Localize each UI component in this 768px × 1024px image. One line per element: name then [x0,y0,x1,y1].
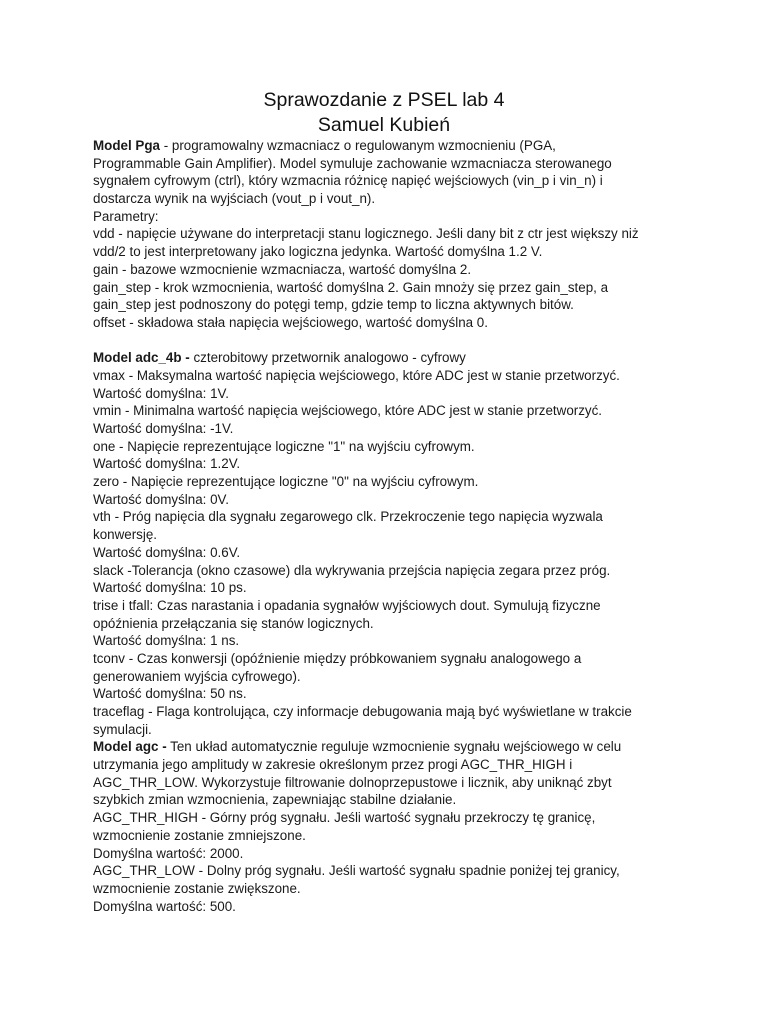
text-line [93,172,683,190]
text-line [93,650,683,668]
line-text: utrzymania jego amplitudy w zakresie określonym przez progi AGC_THR_HIGH i [93,757,573,773]
line-text: AGC_THR_LOW - Dolny próg sygnału. Jeśli wartość sygnału spadnie poniżej tej granicy, [93,863,620,879]
text-line [93,438,683,456]
text-line [93,367,683,385]
text-line [93,225,683,243]
line-text: konwersję. [93,527,158,543]
text-line [93,845,683,863]
document-body [93,137,683,915]
line-text: Wartość domyślna: 1.2V. [93,456,241,472]
line-text: vmin - Minimalna wartość napięcia wejściowego, które ADC jest w stanie przetworzyć. [93,403,603,419]
text-line [93,208,683,226]
line-text: wzmocnienie zostanie zmniejszone. [93,827,306,843]
text-line [93,685,683,703]
text-line [93,562,683,580]
line-text: Programmable Gain Amplifier). Model symuluje zachowanie wzmacniacza sterowanego [93,155,612,171]
line-text: AGC_THR_HIGH - Górny próg sygnału. Jeśli wartość sygnału przekroczy tę granicę, [93,810,596,826]
line-text: dostarcza wynik na wyjściach (vout_p i vout_n). [93,191,376,207]
text-line [93,155,683,173]
text-line [93,420,683,438]
text-line [93,190,683,208]
line-text: Parametry: [93,208,159,224]
text-line [93,349,683,367]
text-line [93,473,683,491]
section-heading: Model agc - [93,739,167,755]
document-author: Samuel Kubień [317,114,451,136]
text-line [93,544,683,562]
text-line [93,261,683,279]
text-line [93,314,683,332]
line-text: Wartość domyślna: 1V. [93,385,229,401]
line-text: Wartość domyślna: 1 ns. [93,633,240,649]
line-text: vdd/2 to jest interpretowany jako logiczna jedynka. Wartość domyślna 1.2 V. [93,244,543,260]
line-text: Wartość domyślna: 0.6V. [93,544,241,560]
line-text: Wartość domyślna: 10 ps. [93,580,247,596]
line-text: gain - bazowe wzmocnienie wzmacniacza, wartość domyślna 2. [93,261,472,277]
text-line [93,279,683,297]
text-line [93,791,683,809]
text-line [93,774,683,792]
text-line [93,809,683,827]
line-text: sygnałem cyfrowym (ctrl), który wzmacnia różnicę napięć wejściowych (vin_p i vin_n) i [93,173,603,189]
text-line [93,756,683,774]
line-text: slack -Tolerancja (okno czasowe) dla wykrywania przejścia napięcia zegara przez próg. [93,562,611,578]
text-line [93,597,683,615]
text-line [93,738,683,756]
text-line [93,455,683,473]
text-line [93,137,683,155]
line-text: offset - składowa stała napięcia wejściowego, wartość domyślna 0. [93,314,488,330]
text-line [93,296,683,314]
line-text: wzmocnienie zostanie zwiększone. [93,880,301,896]
line-text: Domyślna wartość: 500. [93,898,236,914]
text-line [93,491,683,509]
text-line [93,898,683,916]
line-text: generowaniem wyjścia cyfrowego). [93,668,301,684]
text-line [93,721,683,739]
text-line [93,402,683,420]
text-line [93,615,683,633]
line-text: vmax - Maksymalna wartość napięcia wejściowego, które ADC jest w stanie przetworzyć. [93,367,620,383]
text-line [93,385,683,403]
text-line [93,243,683,261]
line-text: czterobitowy przetwornik analogowo - cyfrowy [189,350,466,366]
line-text: gain_step jest podnoszony do potęgi temp, gdzie temp to liczna aktywnych bitów. [93,297,574,313]
line-text: Wartość domyślna: 0V. [93,491,229,507]
text-line [93,579,683,597]
line-text: zero - Napięcie reprezentujące logiczne "0" na wyjściu cyfrowym. [93,474,479,490]
line-text: trise i tfall: Czas narastania i opadania sygnałów wyjściowych dout. Symulują fizyczne [93,597,601,613]
line-text: tconv - Czas konwersji (opóźnienie między próbkowaniem sygnału analogowego a [93,650,582,666]
text-line [93,827,683,845]
text-line [93,332,683,350]
line-text: vth - Próg napięcia dla sygnału zegarowego clk. Przekroczenie tego napięcia wyzwala [93,509,603,525]
text-line [93,703,683,721]
section-heading: Model Pga [93,138,160,153]
line-text: traceflag - Flaga kontrolująca, czy informacje debugowania mają być wyświetlane w trakcie [93,704,632,719]
text-line [93,880,683,898]
document-title: Sprawozdanie z PSEL lab 4 [263,89,505,111]
text-line [93,508,683,526]
title-block [0,88,768,138]
line-text: - programowalny wzmacniacz o regulowanym wzmocnieniu (PGA, [159,138,556,153]
line-text: Ten układ automatycznie reguluje wzmocnienie sygnału wejściowego w celu [166,739,622,755]
line-text: Wartość domyślna: 50 ns. [93,686,247,702]
line-text: one - Napięcie reprezentujące logiczne "1" na wyjściu cyfrowym. [93,438,475,454]
text-line [93,632,683,650]
line-text: symulacji. [93,721,152,737]
text-line [93,862,683,880]
line-text: opóźnienia przełączania się stanów logicznych. [93,615,374,631]
text-line [93,526,683,544]
line-text: vdd - napięcie używane do interpretacji stanu logicznego. Jeśli dany bit z ctr jest większy niż [93,226,639,242]
line-text: Domyślna wartość: 2000. [93,845,244,861]
line-text: Wartość domyślna: -1V. [93,421,234,436]
line-text: AGC_THR_LOW. Wykorzystuje filtrowanie dolnoprzepustowe i licznik, aby uniknąć zbyt [93,774,612,790]
section-heading: Model adc_4b - [93,350,190,366]
text-line [93,668,683,686]
line-text: gain_step - krok wzmocnienia, wartość domyślna 2. Gain mnoży się przez gain_step, a [93,279,609,295]
line-text: szybkich zmian wzmocnienia, zapewniając stabilne działanie. [93,792,457,808]
